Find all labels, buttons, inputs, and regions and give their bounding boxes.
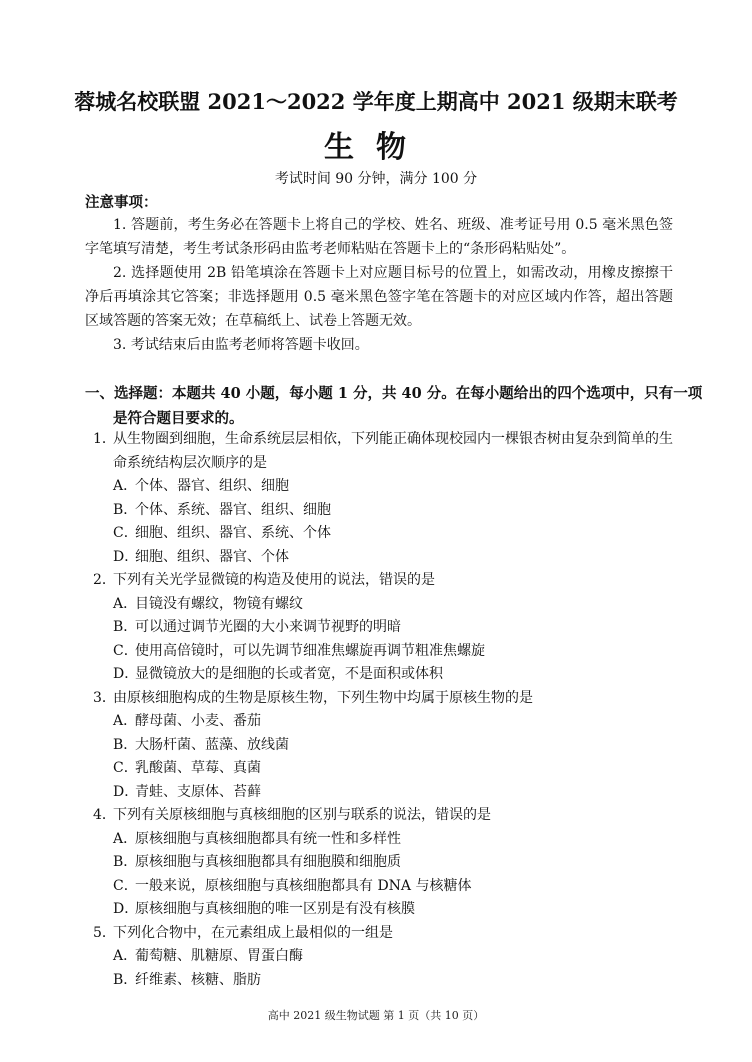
notice-item: 2. 选择题使用 2B 铅笔填涂在答题卡上对应题目标号的位置上，如需改动，用橡皮擦擦干净后再填涂其它答案；非选择题用 0.5 毫米黑色签字笔在答题卡的对应区域内作答，超出答题区域答题的答案无效；在草稿纸上、试卷上答题无效。 [85,265,673,329]
option-text: 细胞、组织、器官、系统、个体 [135,525,331,541]
question-number: 1． [93,431,116,447]
answer-option [85,734,675,758]
option-text: 乳酸菌、草莓、真菌 [135,760,261,776]
option-text: 葡萄糖、肌糖原、胃蛋白酶 [135,948,303,964]
option-letter: B． [113,619,138,635]
question-text: 从生物圈到细胞，生命系统层层相依，下列能正确体现校园内一棵银杏树由复杂到简单的生命系统结构层次顺序的是 [113,431,673,471]
notice-heading: 注意事项： [85,194,158,211]
question-stem [85,687,675,711]
answer-option [85,781,675,805]
question-stem [85,922,675,946]
option-text: 原核细胞与真核细胞都具有统一性和多样性 [135,830,401,847]
option-letter: A． [113,713,138,729]
option-text: 细胞、组织、器官、个体 [135,548,289,565]
option-letter: D． [113,666,139,682]
question-stem [85,569,675,593]
option-text: 可以通过调节光圈的大小来调节视野的明暗 [135,619,401,635]
question-stem [85,428,675,475]
option-text: 使用高倍镜时，可以先调节细准焦螺旋再调节粗准焦螺旋 [135,642,485,659]
option-letter: D． [113,783,139,800]
answer-option [85,851,675,875]
option-letter: A． [113,595,138,612]
question-text: 下列有关原核细胞与真核细胞的区别与联系的说法，错误的是 [113,807,491,823]
answer-option [85,546,675,570]
option-text: 原核细胞与真核细胞都具有细胞膜和细胞质 [135,854,401,870]
answer-option [85,969,675,993]
option-text: 个体、系统、器官、组织、细胞 [135,501,331,518]
option-text: 一般来说，原核细胞与真核细胞都具有 DNA 与核糖体 [135,877,472,894]
answer-option [85,945,675,969]
option-text: 显微镜放大的是细胞的长或者宽，不是面积或体积 [135,666,443,682]
option-letter: A． [113,478,138,494]
answer-option [85,663,675,687]
page-footer: 高中 2021 级生物试题 第 1 页（共 10 页） [267,1009,485,1022]
option-letter: D． [113,548,139,565]
option-letter: C． [113,877,138,894]
option-text: 大肠杆菌、蓝藻、放线菌 [135,736,289,753]
answer-option [85,710,675,734]
answer-option [85,475,675,499]
subject-title: 生物 [324,130,428,165]
question-text: 由原核细胞构成的生物是原核生物，下列生物中均属于原核生物的是 [113,689,533,706]
option-text: 酵母菌、小麦、番茄 [135,713,261,729]
option-letter: B． [113,971,138,988]
option-text: 青蛙、支原体、苔藓 [135,783,261,800]
option-text: 原核细胞与真核细胞的唯一区别是有没有核膜 [135,901,415,917]
option-text: 纤维素、核糖、脂肪 [135,971,261,988]
notice-list [85,213,673,357]
option-letter: B． [113,501,138,518]
option-letter: D． [113,901,139,917]
option-letter: A． [113,948,138,964]
exam-info: 考试时间 90 分钟，满分 100 分 [274,171,478,187]
option-letter: A． [113,830,138,847]
answer-option [85,593,675,617]
option-letter: C． [113,642,138,659]
option-letter: C． [113,760,138,776]
question-number: 5． [93,924,116,941]
question-list [85,428,675,992]
question-number: 2． [93,572,116,588]
answer-option [85,522,675,546]
answer-option [85,898,675,922]
question-text: 下列化合物中，在元素组成上最相似的一组是 [113,924,393,941]
notice-item: 3. 考试结束后由监考老师将答题卡收回。 [113,337,369,353]
option-letter: B． [113,854,138,870]
exam-title: 蓉城名校联盟 2021～2022 学年度上期高中 2021 级期末联考 [74,89,678,114]
option-text: 个体、器官、组织、细胞 [135,478,289,494]
section-heading: 一、选择题：本题共 40 小题，每小题 1 分，共 40 分。在每小题给出的四个选项中，只有一项是符合题目要求的。 [85,385,703,427]
answer-option [85,828,675,852]
question-number: 3． [93,689,116,706]
option-letter: B． [113,736,138,753]
answer-option [85,757,675,781]
question-number: 4． [93,807,116,823]
answer-option [85,499,675,523]
answer-option [85,616,675,640]
notice-item: 1. 答题前，考生务必在答题卡上将自己的学校、姓名、班级、准考证号用 0.5 毫米黑色签字笔填写清楚，考生考试条形码由监考老师粘贴在答题卡上的“条形码粘贴处”。 [85,217,673,257]
answer-option [85,640,675,664]
question-stem [85,804,675,828]
option-letter: C． [113,525,138,541]
question-text: 下列有关光学显微镜的构造及使用的说法，错误的是 [113,572,435,588]
answer-option [85,875,675,899]
option-text: 目镜没有螺纹，物镜有螺纹 [135,595,303,612]
